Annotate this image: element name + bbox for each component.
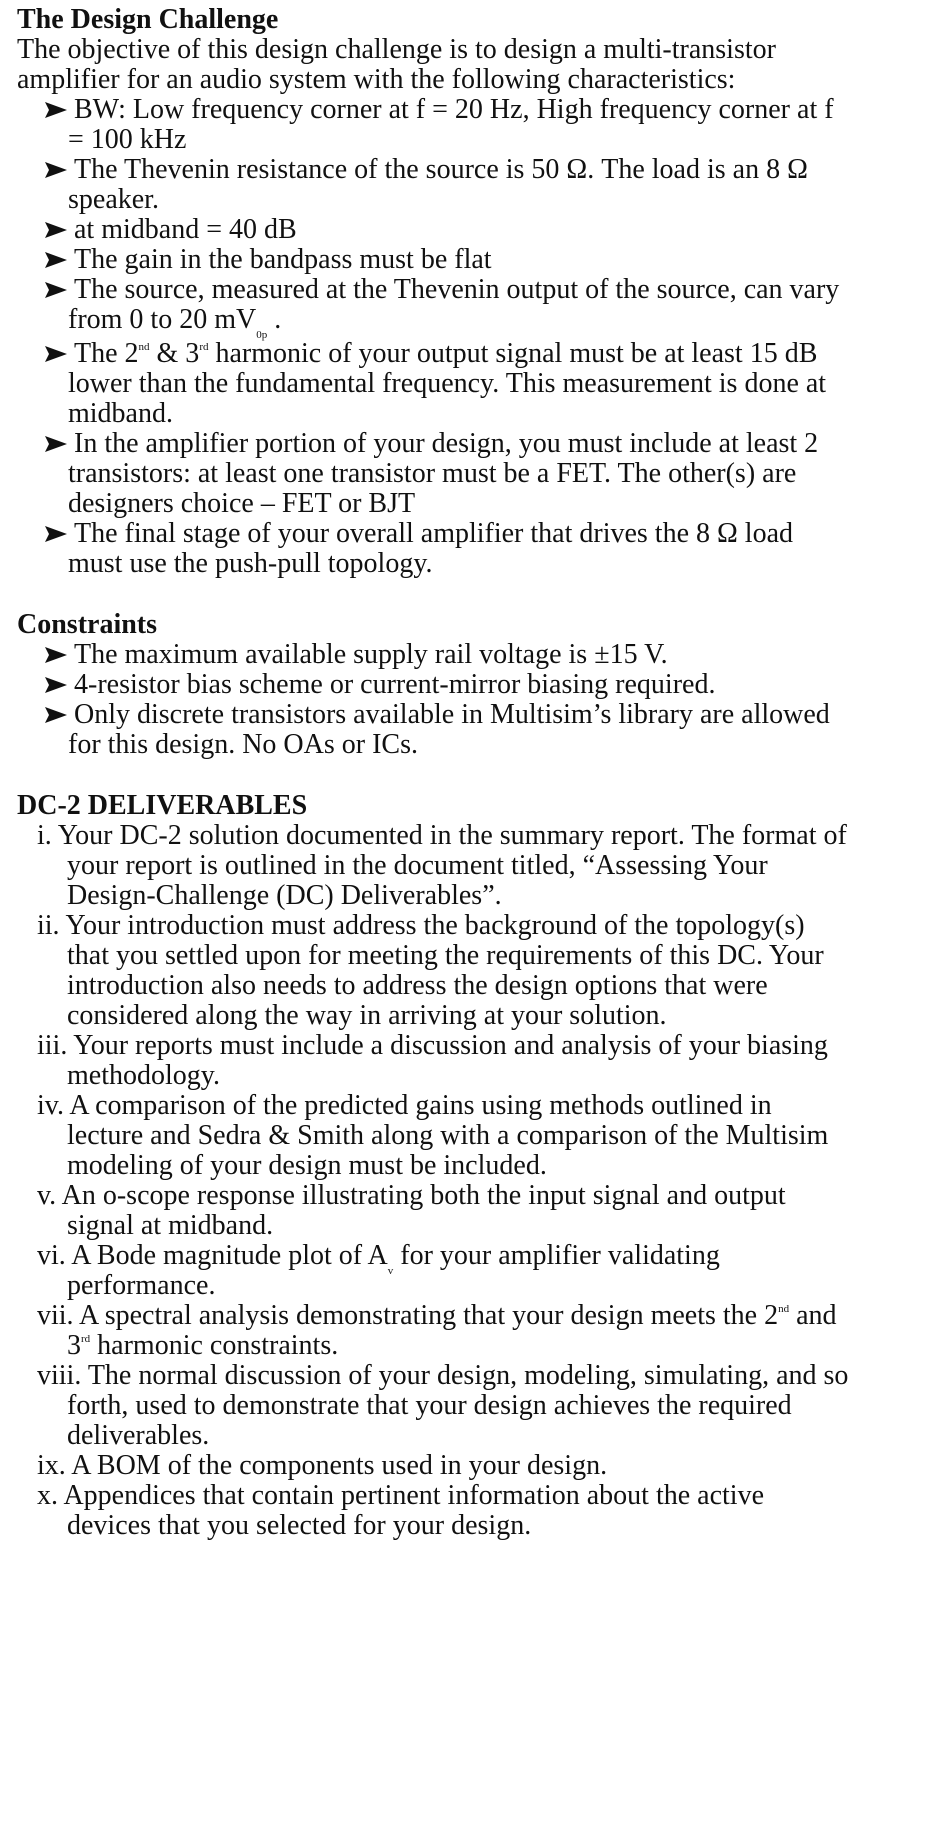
deliverable-continuation: considered along the way in arriving at your solution. bbox=[67, 1000, 667, 1031]
requirement-bullet-continuation: lower than the fundamental frequency. This measurement is done at bbox=[68, 368, 827, 399]
deliverable-continuation: your report is outlined in the document titled, “Assessing Your bbox=[67, 850, 768, 881]
deliverable-item: ix. A BOM of the components used in your design. bbox=[37, 1450, 608, 1481]
deliverable-continuation: modeling of your design must be included. bbox=[67, 1150, 547, 1181]
constraint-bullet: Only discrete transistors available in Multisim’s library are allowed bbox=[74, 699, 830, 730]
subscript-text: v bbox=[387, 1265, 394, 1277]
deliverable-item: v. An o-scope response illustrating both the input signal and output bbox=[37, 1180, 786, 1211]
arrow-bullet-icon bbox=[44, 280, 68, 300]
deliverable-continuation: performance. bbox=[67, 1270, 216, 1301]
arrow-bullet-icon bbox=[44, 100, 68, 120]
constraints-heading: Constraints bbox=[17, 609, 158, 640]
deliverable-continuation: forth, used to demonstrate that your design achieves the required bbox=[67, 1390, 792, 1421]
requirement-bullet-continuation: transistors: at least one transistor must be a FET. The other(s) are bbox=[68, 458, 797, 489]
superscript-text: nd bbox=[138, 341, 150, 353]
deliverable-item: viii. The normal discussion of your design, modeling, simulating, and so bbox=[37, 1360, 849, 1391]
deliverable-continuation: devices that you selected for your design. bbox=[67, 1510, 532, 1541]
requirement-bullet-continuation: designers choice – FET or BJT bbox=[68, 488, 416, 519]
deliverable-continuation: introduction also needs to address the design options that were bbox=[67, 970, 768, 1001]
requirement-bullet-continuation: speaker. bbox=[68, 184, 159, 215]
constraint-bullet-continuation: for this design. No OAs or ICs. bbox=[68, 729, 418, 760]
period-text: . bbox=[267, 304, 282, 335]
arrow-bullet-icon bbox=[44, 160, 68, 180]
arrow-bullet-icon bbox=[44, 344, 68, 364]
arrow-bullet-icon bbox=[44, 524, 68, 544]
requirement-bullet-continuation: midband. bbox=[68, 398, 173, 429]
bode-text: vi. A Bode magnitude plot of A bbox=[37, 1240, 388, 1271]
deliverable-item: iii. Your reports must include a discussion and analysis of your biasing bbox=[37, 1030, 828, 1061]
requirement-bullet: The final stage of your overall amplifier that drives the 8 Ω load bbox=[74, 518, 794, 549]
spectral-text: harmonic constraints. bbox=[90, 1330, 339, 1361]
deliverable-continuation: signal at midband. bbox=[67, 1210, 274, 1241]
requirement-bullet-continuation: must use the push-pull topology. bbox=[68, 548, 433, 579]
spectral-text: 3 bbox=[67, 1330, 81, 1361]
requirement-bullet: The gain in the bandpass must be flat bbox=[74, 244, 492, 275]
deliverable-item bbox=[37, 1302, 837, 1330]
requirement-bullet bbox=[74, 340, 817, 368]
constraint-bullet: 4-resistor bias scheme or current-mirror biasing required. bbox=[74, 669, 716, 700]
spectral-text: and bbox=[789, 1300, 837, 1331]
bode-text: for your amplifier validating bbox=[393, 1240, 720, 1271]
requirement-bullet: The Thevenin resistance of the source is 50 Ω. The load is an 8 Ω bbox=[74, 154, 808, 185]
deliverable-continuation: deliverables. bbox=[67, 1420, 210, 1451]
deliverable-continuation: Design-Challenge (DC) Deliverables”. bbox=[67, 880, 502, 911]
harmonic-text: harmonic of your output signal must be at least 15 dB bbox=[208, 338, 818, 369]
requirement-bullet: In the amplifier portion of your design, you must include at least 2 bbox=[74, 428, 819, 459]
deliverable-continuation: that you settled upon for meeting the requirements of this DC. Your bbox=[67, 940, 824, 971]
arrow-bullet-icon bbox=[44, 705, 68, 725]
requirement-bullet-continuation bbox=[68, 306, 281, 341]
requirement-bullet: at midband = 40 dB bbox=[74, 214, 297, 245]
intro-text: amplifier for an audio system with the following characteristics: bbox=[17, 64, 736, 95]
requirement-bullet-continuation: = 100 kHz bbox=[68, 124, 187, 155]
deliverable-continuation: lecture and Sedra & Smith along with a comparison of the Multisim bbox=[67, 1120, 829, 1151]
harmonic-text: The 2 bbox=[74, 338, 139, 369]
superscript-text: nd bbox=[778, 1303, 790, 1315]
deliverable-continuation bbox=[67, 1332, 338, 1360]
deliverable-item: iv. A comparison of the predicted gains using methods outlined in bbox=[37, 1090, 772, 1121]
arrow-bullet-icon bbox=[44, 220, 68, 240]
arrow-bullet-icon bbox=[44, 250, 68, 270]
deliverable-item: x. Appendices that contain pertinent information about the active bbox=[37, 1480, 765, 1511]
arrow-bullet-icon bbox=[44, 434, 68, 454]
requirement-bullet: The source, measured at the Thevenin output of the source, can vary bbox=[74, 274, 840, 305]
deliverable-continuation: methodology. bbox=[67, 1060, 220, 1091]
source-range-text: from 0 to 20 mV bbox=[68, 304, 257, 335]
subscript-text: 0p bbox=[256, 329, 268, 341]
arrow-bullet-icon bbox=[44, 645, 68, 665]
design-challenge-heading: The Design Challenge bbox=[17, 4, 279, 35]
spectral-text: vii. A spectral analysis demonstrating that your design meets the 2 bbox=[37, 1300, 779, 1331]
deliverable-item: i. Your DC-2 solution documented in the summary report. The format of bbox=[37, 820, 847, 851]
superscript-text: rd bbox=[81, 1333, 91, 1345]
constraint-bullet: The maximum available supply rail voltage is ±15 V. bbox=[74, 639, 668, 670]
deliverable-item: ii. Your introduction must address the background of the topology(s) bbox=[37, 910, 805, 941]
harmonic-text: & 3 bbox=[149, 338, 200, 369]
arrow-bullet-icon bbox=[44, 675, 68, 695]
deliverables-heading: DC-2 DELIVERABLES bbox=[17, 790, 308, 821]
requirement-bullet: BW: Low frequency corner at f = 20 Hz, High frequency corner at f bbox=[74, 94, 834, 125]
superscript-text: rd bbox=[199, 341, 209, 353]
intro-text: The objective of this design challenge is to design a multi-transistor bbox=[17, 34, 776, 65]
